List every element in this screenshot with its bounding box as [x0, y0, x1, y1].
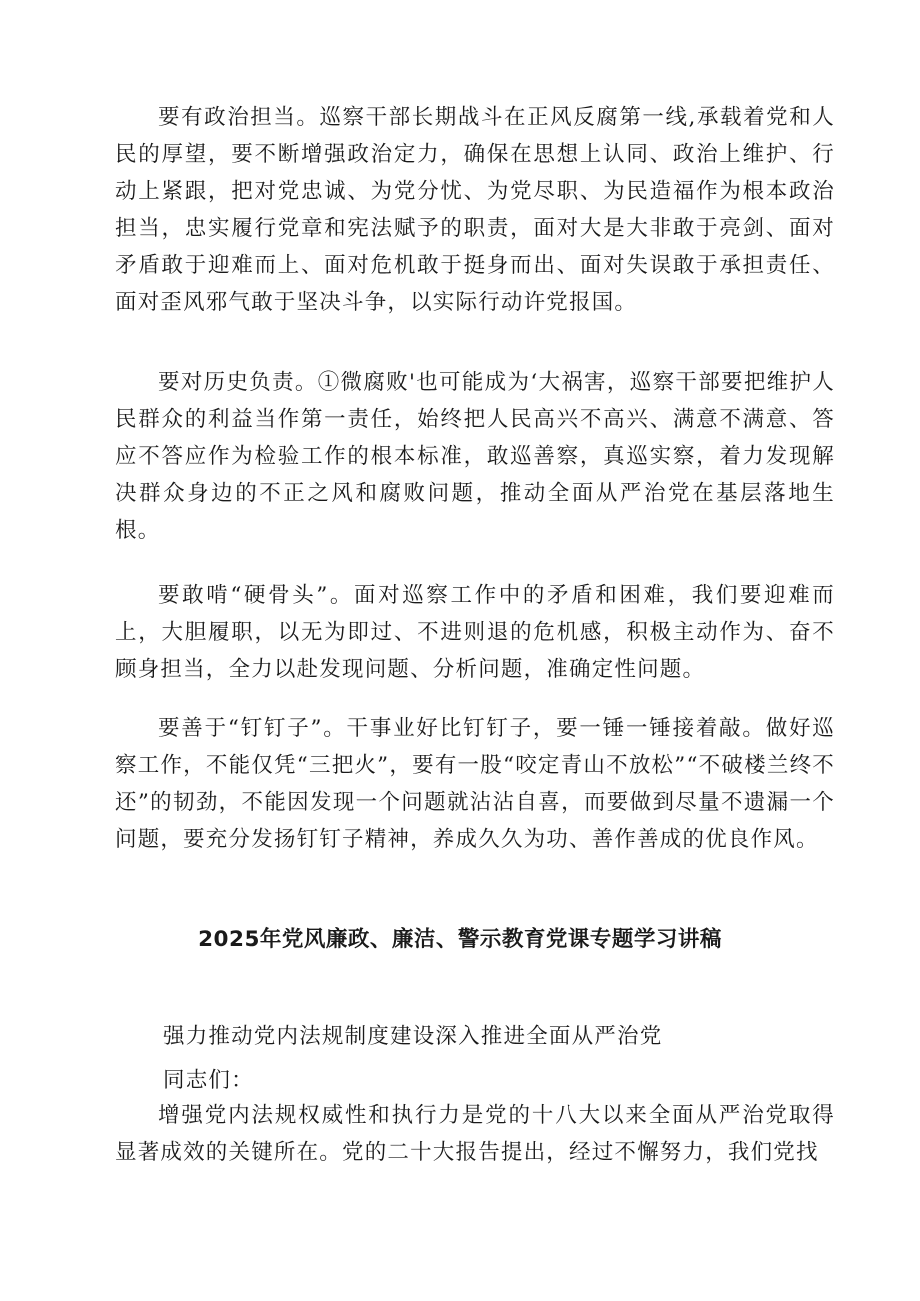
paragraph-tough-problems: 要敢啃“硬骨头”。面对巡察工作中的矛盾和困难，我们要迎难而上，大胆履职，以无为即过、不进则退的危机感，积极主动作为、奋不顾身担当，全力以赴发现问题、分析问题，准确定性问题。	[115, 583, 835, 682]
section-heading: 2025年党风廉政、廉洁、警示教育党课专题学习讲稿	[198, 927, 722, 952]
paragraph-intro: 增强党内法规权威性和执行力是党的十八大以来全面从严治党取得显著成效的关键所在。党的二十大报告提出，经过不懈努力，我们党找	[115, 1103, 835, 1165]
paragraph-political-responsibility: 要有政治担当。巡察干部长期战斗在正风反腐第一线,承载着党和人民的厚望，要不断增强政治定力，确保在思想上认同、政治上维护、行动上紧跟，把对党忠诚、为党分忧、为党尽职、为民造福作为根本政治担当，忠实履行党章和宪法赋予的职责，面对大是大非敢于亮剑、面对矛盾敢于迎难而上、面对危机敢于挺身而出、面对失误敢于承担责任、面对歪风邪气敢于坚决斗争，以实际行动许党报国。	[115, 105, 835, 315]
paragraph-nail-spirit: 要善于“钉钉子”。干事业好比钉钉子，要一锤一锤接着敲。做好巡察工作，不能仅凭“三把火”，要有一股“咬定青山不放松”“不破楼兰终不还”的韧劲，不能因发现一个问题就沾沾自喜，而要做到尽量不遗漏一个问题，要充分发扬钉钉子精神，养成久久为功、善作善成的优良作风。	[115, 716, 835, 852]
speech-subtitle: 强力推动党内法规制度建设深入推进全面从严治党	[163, 1024, 663, 1049]
speech-greeting: 同志们：	[163, 1068, 254, 1093]
paragraph-history-responsibility: 要对历史负责。①微腐败'也可能成为‘大祸害，巡察干部要把维护人民群众的利益当作第一责任，始终把人民高兴不高兴、满意不满意、答应不答应作为检验工作的根本标准，敢巡善察，真巡实察，着力发现解决群众身边的不正之风和腐败问题，推动全面从严治党在基层落地生根。	[115, 370, 835, 543]
